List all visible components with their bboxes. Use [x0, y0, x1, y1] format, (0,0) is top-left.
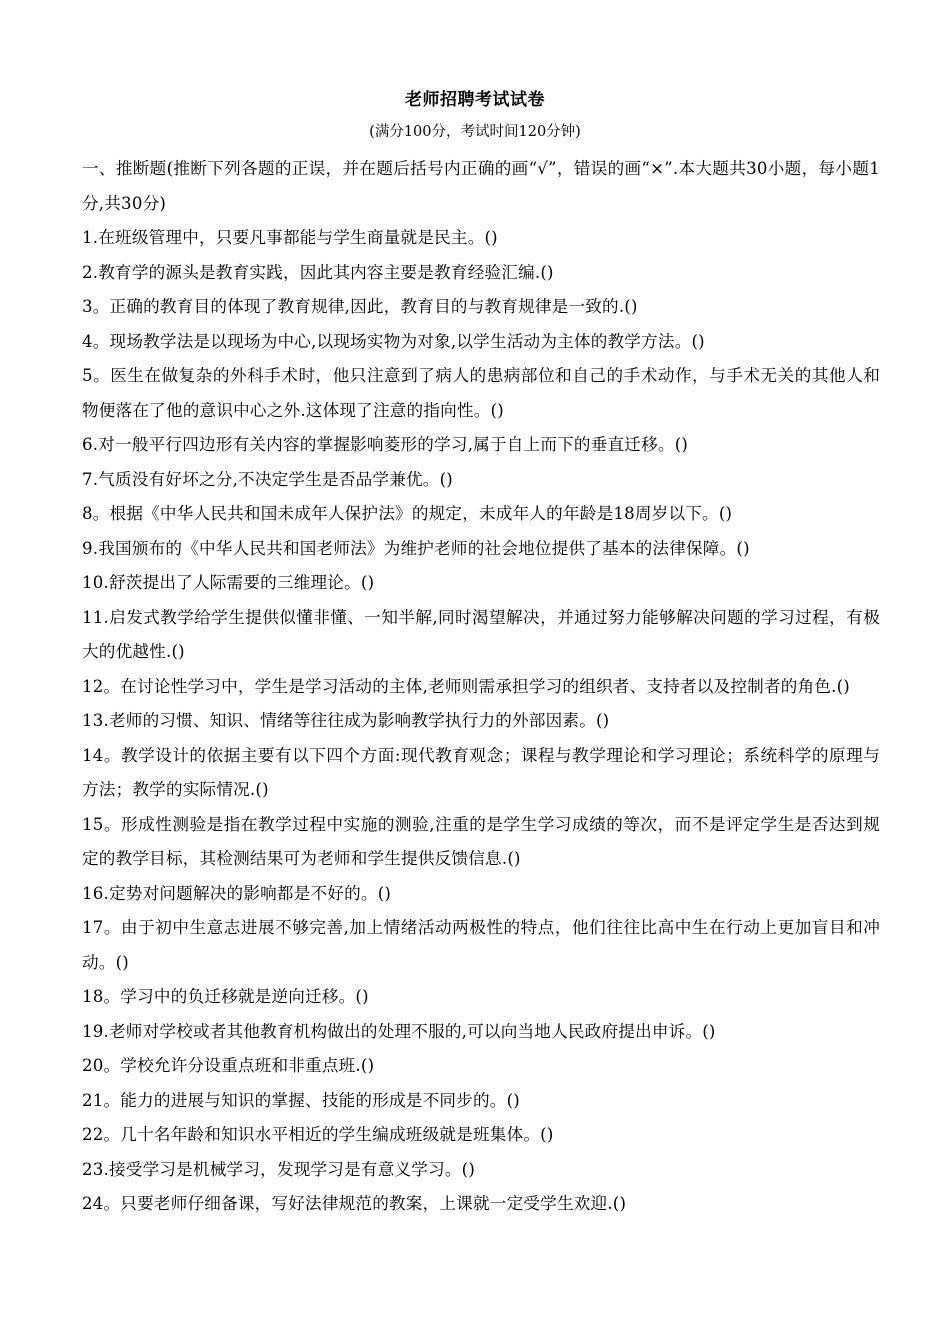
question-item: 22。几十名年龄和知识水平相近的学生编成班级就是班集体。() [82, 1125, 554, 1144]
question-item: 23.接受学习是机械学习，发现学习是有意义学习。() [82, 1159, 476, 1179]
exam-info: (满分100分，考试时间120分钟) [369, 124, 581, 140]
question-item: 15。形成性测验是指在教学过程中实施的测验,注重的是学生学习成绩的等次，而不是评定学生是否达到规定的教学目标，其检测结果可为老师和学生提供反馈信息.() [82, 814, 880, 868]
question-item: 9.我国颁布的《中华人民共和国老师法》为维护老师的社会地位提供了基本的法律保障。() [82, 538, 750, 558]
question-item: 11.启发式教学给学生提供似懂非懂、一知半解,同时渴望解决，并通过努力能够解决问题的学习过程，有极大的优越性.() [82, 607, 880, 661]
question-item: 8。根据《中华人民共和国未成年人保护法》的规定，未成年人的年龄是18周岁以下。() [82, 504, 733, 523]
question-item: 16.定势对问题解决的影响都是不好的。() [82, 883, 392, 903]
question-item: 7.气质没有好坏之分,不决定学生是否品学兼优。() [82, 469, 453, 489]
section-heading: 一、推断题(推断下列各题的正误，并在题后括号内正确的画“√”，错误的画“×”.本大题共30小题，每小题1分,共30分) [82, 159, 880, 213]
question-item: 17。由于初中生意志进展不够完善,加上情绪活动两极性的特点，他们往往比高中生在行动上更加盲目和冲动。() [82, 918, 880, 972]
question-item: 4。现场教学法是以现场为中心,以现场实物为对象,以学生活动为主体的教学方法。() [82, 331, 705, 351]
question-item: 18。学习中的负迁移就是逆向迁移。() [82, 987, 369, 1006]
question-item: 14。教学设计的依据主要有以下四个方面:现代教育观念；课程与教学理论和学习理论；系统科学的原理与方法；教学的实际情况.() [82, 745, 880, 799]
question-item: 3。正确的教育目的体现了教育规律,因此，教育目的与教育规律是一致的.() [82, 297, 638, 316]
question-item: 1.在班级管理中，只要凡事都能与学生商量就是民主。() [82, 228, 498, 247]
question-item: 2.教育学的源头是教育实践，因此其内容主要是教育经验汇编.() [82, 262, 554, 282]
document-body [82, 152, 880, 1222]
question-item: 12。在讨论性学习中，学生是学习活动的主体,老师则需承担学习的组织者、支持者以及控制者的角色.() [82, 676, 850, 696]
question-item: 6.对一般平行四边形有关内容的掌握影响菱形的学习,属于自上而下的垂直迁移。() [82, 435, 689, 454]
question-item: 19.老师对学校或者其他教育机构做出的处理不服的,可以向当地人民政府提出申诉。() [82, 1021, 716, 1041]
question-item: 10.舒茨提出了人际需要的三维理论。() [82, 573, 375, 592]
page-title: 老师招聘考试试卷 [405, 90, 545, 110]
question-item: 20。学校允许分设重点班和非重点班.() [82, 1056, 375, 1075]
question-item: 21。能力的进展与知识的掌握、技能的形成是不同步的。() [82, 1090, 520, 1110]
question-item: 24。只要老师仔细备课，写好法律规范的教案，上课就一定受学生欢迎.() [82, 1194, 627, 1213]
question-item: 13.老师的习惯、知识、情绪等往往成为影响教学执行力的外部因素。() [82, 711, 610, 730]
question-item: 5。医生在做复杂的外科手术时，他只注意到了病人的患病部位和自己的手术动作，与手术无关的其他人和物便落在了他的意识中心之外.这体现了注意的指向性。() [82, 366, 880, 420]
